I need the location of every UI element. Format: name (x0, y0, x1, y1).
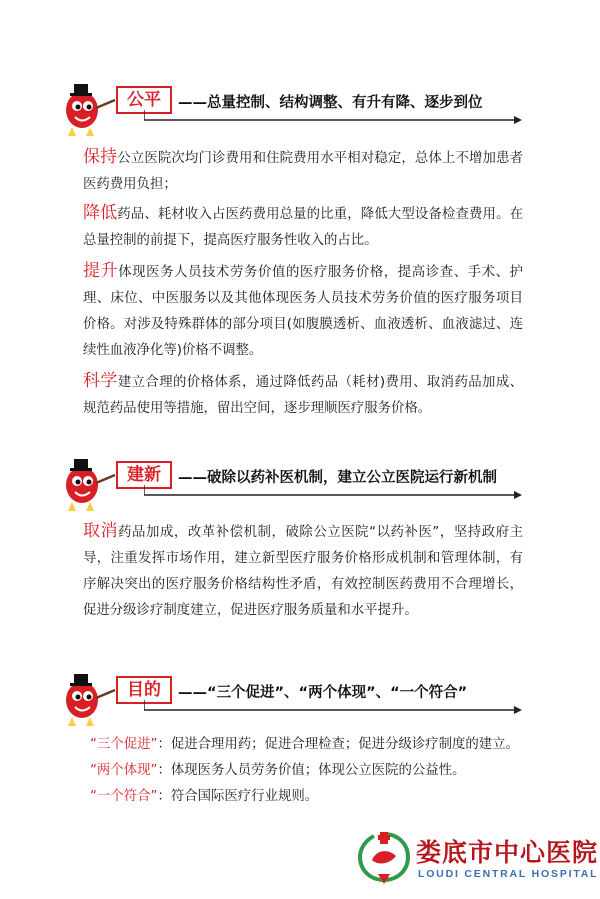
section-header-fairness (60, 80, 530, 140)
list-item (90, 733, 519, 757)
goal-text: ：符合国际医疗行业规则。 (157, 789, 319, 804)
paragraph-keyword: 提升 (83, 261, 119, 281)
section-title: ——总量控制、结构调整、有升有降、逐步到位 (178, 95, 483, 111)
arrow-line (144, 700, 524, 714)
section-badge: 目的 (116, 676, 172, 704)
mascot-icon (60, 80, 118, 138)
section-title: ——“三个促进”、“两个体现”、“一个符合” (178, 685, 468, 701)
hospital-name-cn: 娄底市中心医院 (416, 838, 599, 867)
paragraph-text: 建立合理的价格体系，通过降低药品（耗材)费用、取消药品加成、规范药品使用等措施，留出空间，逐步理顺医疗服务价格。 (83, 375, 523, 416)
mascot-icon (60, 670, 118, 728)
paragraph (83, 368, 523, 422)
paragraph-keyword: 降低 (83, 203, 118, 223)
arrow-line (144, 485, 524, 499)
goal-text: ：促进合理用药；促进合理检查；促进分级诊疗制度的建立。 (157, 737, 519, 752)
paragraph-text: 药品、耗材收入占医药费用总量的比重，降低大型设备检查费用。在总量控制的前提下，提高医疗服务性收入的占比。 (83, 207, 524, 248)
paragraph (83, 518, 523, 624)
list-item (90, 785, 318, 809)
section-badge: 公平 (116, 86, 172, 114)
list-item (90, 759, 465, 783)
paragraph-keyword: 取消 (83, 521, 119, 541)
hospital-name-en: LOUDI CENTRAL HOSPITAL (418, 868, 599, 880)
section-title: ——破除以药补医机制，建立公立医院运行新机制 (178, 470, 497, 486)
section-header-purpose (60, 670, 530, 730)
goal-keyword: “三个促进” (90, 737, 158, 752)
paragraph-text: 体现医务人员技术劳务价值的医疗服务价格，提高诊查、手术、护理、床位、中医服务以及其他体现医务人员技术劳务价值的医疗服务项目价格。对涉及特殊群体的部分项目(如腹膜透析、血液透析、血液滤过、连续性血液净化等)价格不调整。 (83, 265, 524, 358)
paragraph-keyword: 科学 (83, 371, 118, 391)
paragraph-keyword: 保持 (83, 147, 118, 167)
arrow-line (144, 110, 524, 124)
goal-text: ：体现医务人员劳务价值；体现公立医院的公益性。 (157, 763, 466, 778)
paragraph-text: 公立医院次均门诊费用和住院费用水平相对稳定，总体上不增加患者医药费用负担； (83, 151, 524, 192)
paragraph (83, 200, 523, 254)
mascot-icon (60, 455, 118, 513)
paragraph (83, 258, 523, 364)
hospital-logo-icon (358, 830, 410, 886)
paragraph-text: 药品加成，改革补偿机制，破除公立医院“以药补医”，坚持政府主导，注重发挥市场作用，建立新型医疗服务价格形成机制和管理体制，有序解决突出的医疗服务价格结构性矛盾，有效控制医药费用不合理增长，促进分级诊疗制度建立，促进医疗服务质量和水平提升。 (83, 525, 523, 618)
section-header-innovation (60, 455, 530, 515)
goal-keyword: “一个符合” (90, 789, 158, 804)
goal-keyword: “两个体现” (90, 763, 158, 778)
hospital-logo (358, 830, 599, 890)
section-badge: 建新 (116, 461, 172, 489)
paragraph (83, 144, 523, 198)
